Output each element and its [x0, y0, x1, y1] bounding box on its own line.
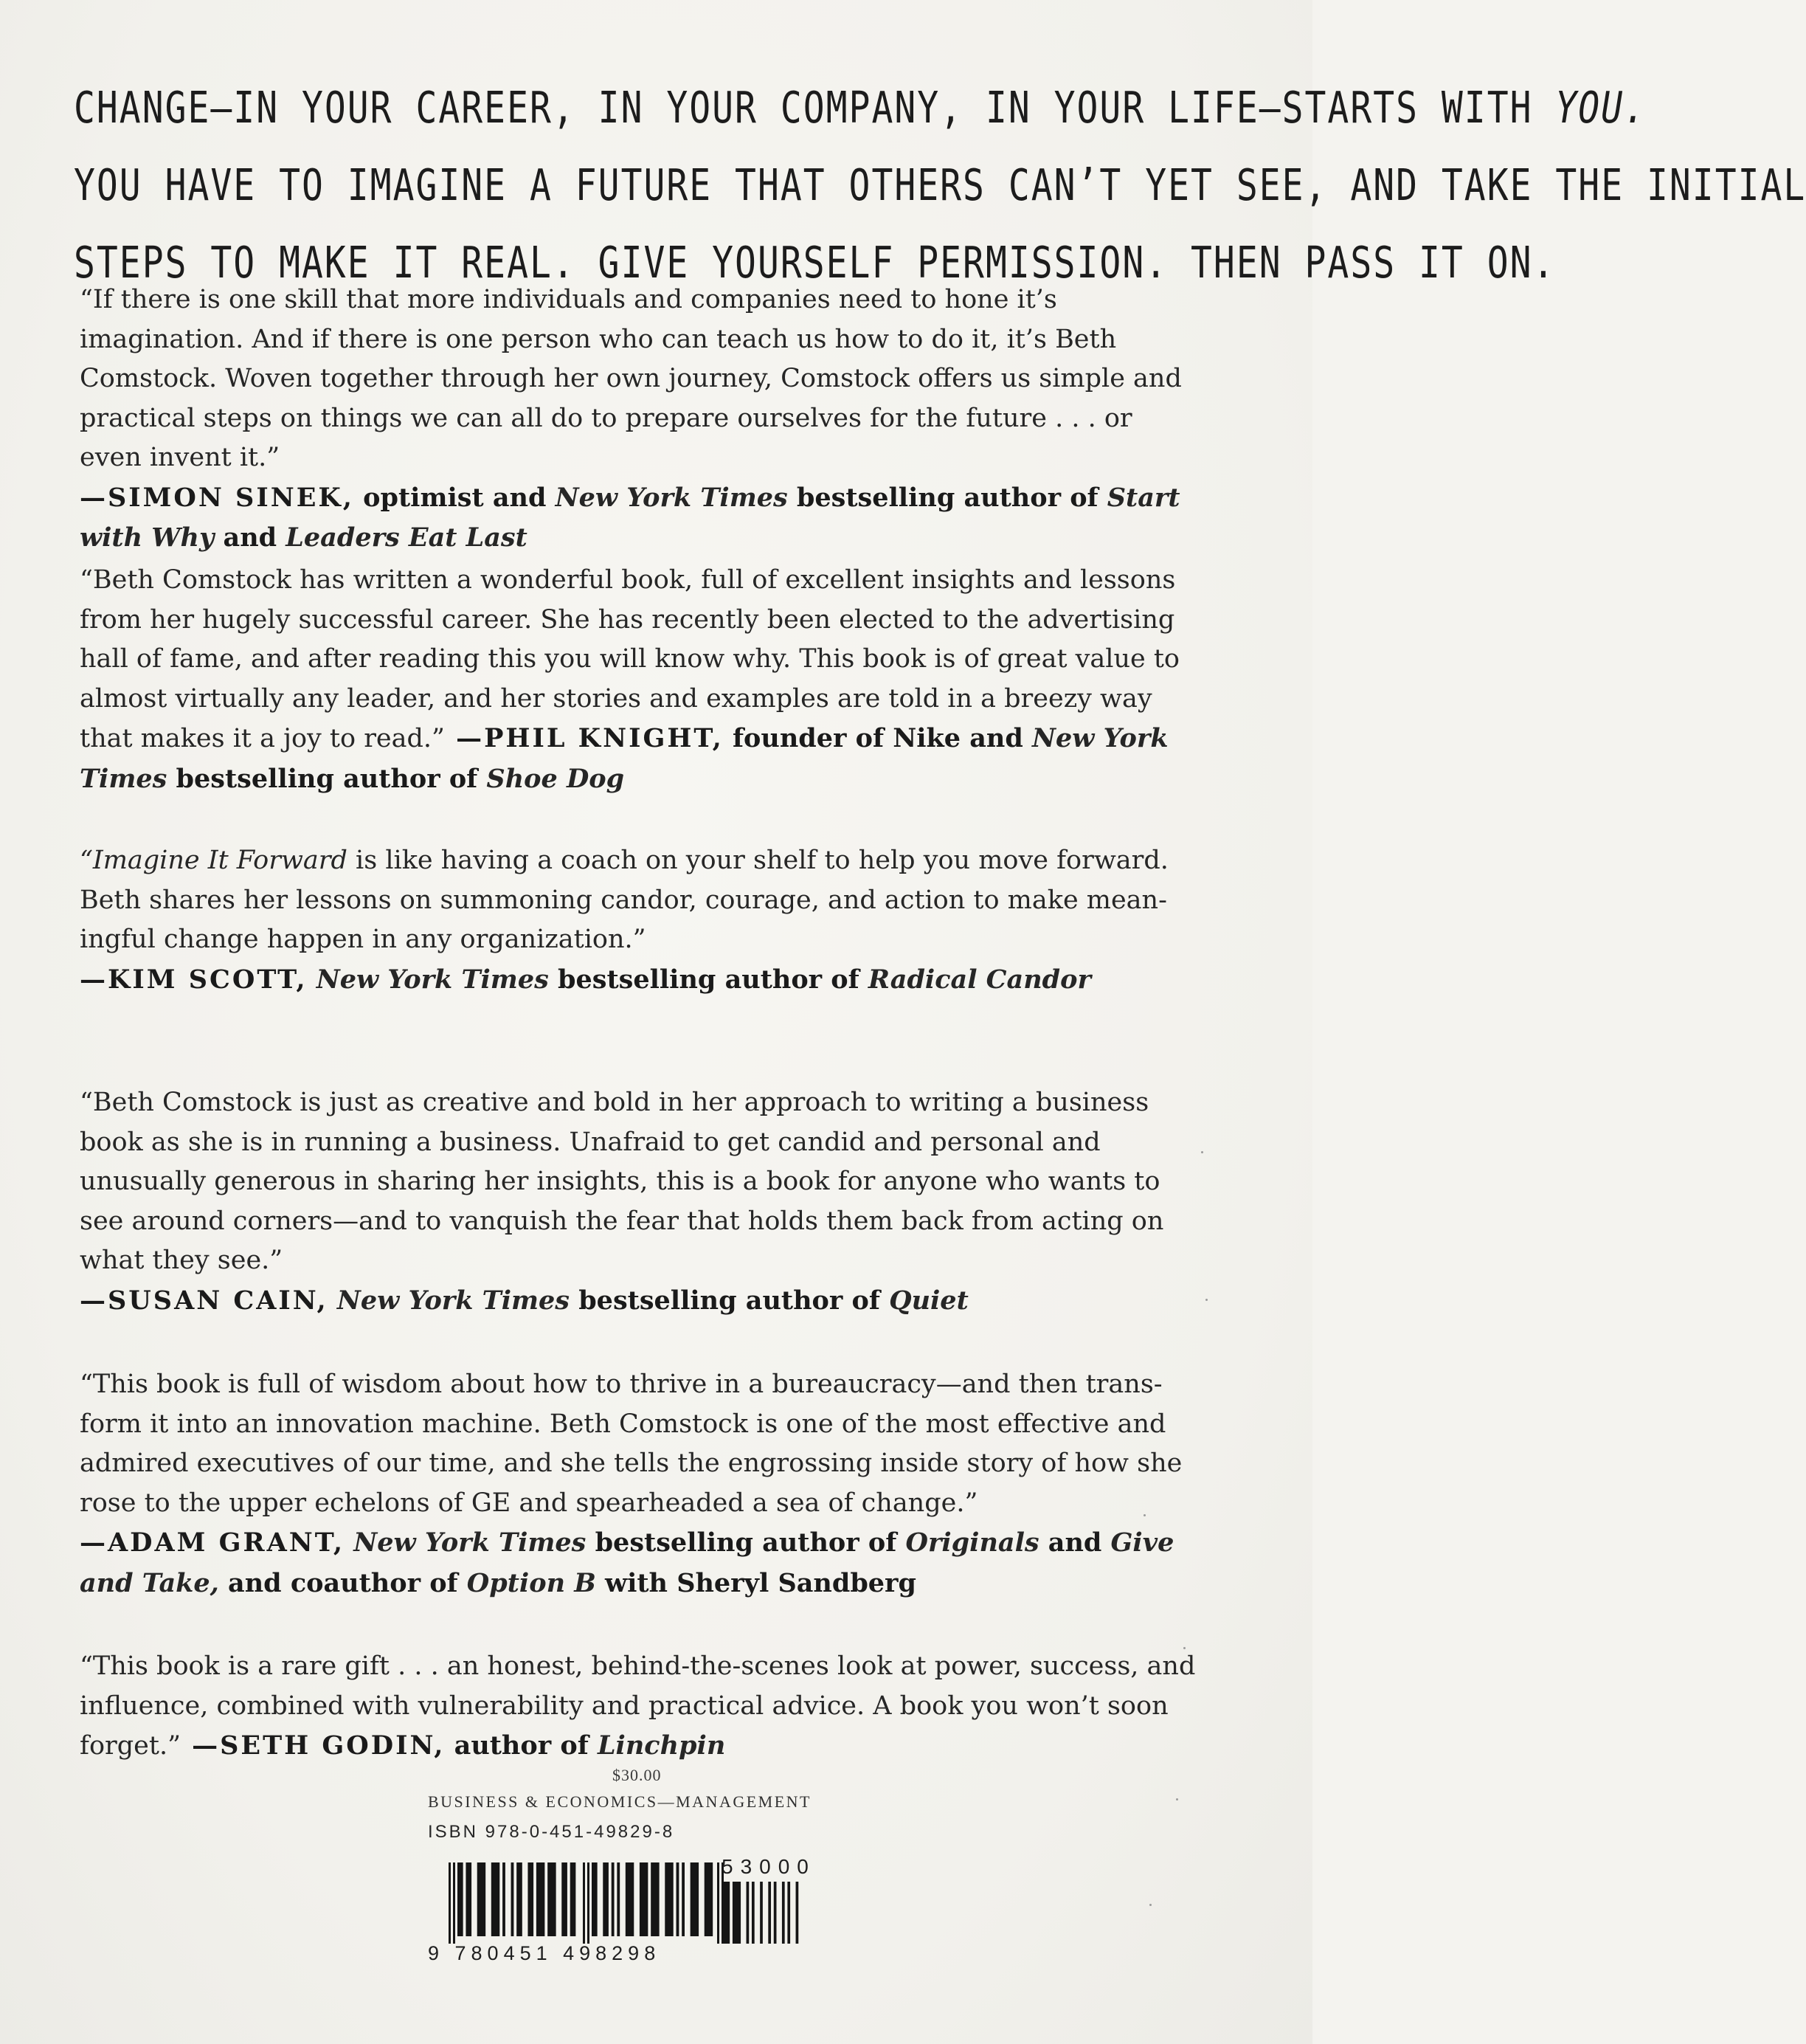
book-title: Radical Candor — [868, 964, 1091, 995]
paper-speck — [1144, 1514, 1146, 1516]
barcode-bar — [705, 1862, 713, 1936]
barcode-bar — [768, 1882, 771, 1944]
barcode-bar — [491, 1862, 499, 1936]
book-title: Leaders Eat Last — [286, 522, 527, 553]
barcode-bar — [561, 1862, 567, 1936]
barcode-bar — [617, 1862, 620, 1936]
publication-name: New York Times — [555, 482, 788, 513]
book-title: Start with Why — [80, 482, 1180, 553]
paper-speck — [1149, 1904, 1152, 1906]
barcode-bar — [682, 1862, 685, 1936]
barcode-bar — [570, 1862, 576, 1936]
publication-name: New York Times — [328, 1285, 570, 1316]
barcode-bar — [511, 1862, 514, 1936]
endorsement-quote: “This book is full of wisdom about how to thrive in a bureaucracy—and then transform it into an innovation machine. Beth Comstock is one of the most effective and admired executives of our time, and she tells the engrossing inside story of how she rose to the upper echelons of GE and spearheaded a sea of change.” — [80, 1370, 1183, 1518]
endorsement-scott: “Imagine It Forward is like having a coach on your shelf to help you move forward. Beth shares her lessons on summoning candor, courage, and action to make meaningful change happen in any organization.” —KIM SCOTT, New York Times bestselling author of Radical Candor — [80, 846, 1169, 995]
barcode-bar — [760, 1882, 763, 1944]
endorsement-cain: “Beth Comstock is just as creative and bold in her approach to writing a business book as she is in running a business. Unafraid to get candid and personal and unusually generous in sharing her insights, this is a book for anyone who wants to see around corners—and to vanquish the fear that holds them back from acting on what they see.” —SUSAN CAIN, New York Times bestselling author of Quiet — [80, 1088, 1164, 1316]
barcode-bar — [640, 1862, 648, 1936]
price: $30.00 — [612, 1766, 662, 1784]
endorsement-grant: “This book is full of wisdom about how to thrive in a bureaucracy—and then transform it into an innovation machine. Beth Comstock is one of the most effective and admired executives of our time, and she tells the engrossing inside story of how she rose to the upper echelons of GE and spearheaded a sea of change.” —ADAM GRANT, New York Times bestselling author of Originals and Give and Take, and coauthor of Option B with Sheryl Sandberg — [80, 1370, 1183, 1598]
headline-line-2: YOU HAVE TO IMAGINE A FUTURE THAT OTHERS CAN’T YET SEE, AND TAKE THE INITIAL — [74, 160, 1806, 211]
barcode-bar — [466, 1862, 471, 1936]
barcode-bar — [747, 1882, 750, 1944]
barcode-bar — [651, 1862, 659, 1936]
barcode-guard-bar — [449, 1862, 451, 1944]
book-title: Option B — [466, 1567, 596, 1598]
paper-speck — [1176, 1798, 1178, 1800]
endorser-name: —SIMON SINEK, — [80, 482, 354, 513]
endorser-name: —ADAM GRANT, — [80, 1527, 345, 1558]
barcode-bar — [782, 1882, 785, 1944]
endorser-name: —PHIL KNIGHT, — [444, 723, 724, 753]
barcode — [428, 1855, 871, 1966]
endorser-attribution: optimist and — [353, 482, 556, 513]
book-title: Originals — [905, 1527, 1039, 1558]
publication-name: New York Times — [345, 1527, 587, 1558]
barcode-bar — [787, 1882, 790, 1944]
barcode-guard-bar — [717, 1862, 719, 1944]
book-title: Shoe Dog — [486, 763, 625, 794]
price-category-block — [428, 1766, 885, 1851]
barcode-guard-bar — [587, 1862, 589, 1944]
book-title: “Imagine It Forward — [80, 846, 347, 875]
barcode-bar — [612, 1862, 615, 1936]
ean-digits: 9 780451 498298 — [428, 1942, 661, 1964]
cover-headline — [74, 69, 1806, 302]
barcode-bar — [752, 1882, 755, 1944]
book-title: Give and Take, — [80, 1527, 1174, 1598]
endorsement-quote: “Beth Comstock has written a wonderful book, full of excellent insights and lessons from her hugely successful career. She has recently been elected to the advertising hall of fame, and after reading this you will know why. This book is of great value to almost virtually any leader, and her stories and examples are told in a breezy way that makes it a joy to read.” — [80, 565, 1180, 753]
barcode-bar — [691, 1862, 699, 1936]
barcode-guard-bar — [453, 1862, 455, 1944]
paper-speck — [1205, 1299, 1208, 1301]
endorsement-godin: “This book is a rare gift . . . an honest, behind-the-scenes look at power, success, and influence, combined with vulnerability and practical advice. A book you won’t soon forget.” —SETH GODIN, author of Linchpin — [80, 1651, 1196, 1761]
endorsement-knight: “Beth Comstock has written a wonderful book, full of excellent insights and lessons from her hugely successful career. She has recently been elected to the advertising hall of fame, and after reading this you will know why. This book is of great value to almost virtually any leader, and her stories and examples are told in a breezy way that makes it a joy to read.” —PHIL KNIGHT, founder of Nike and New York Times bestselling author of Shoe Dog — [80, 565, 1180, 794]
barcode-bar — [527, 1862, 533, 1936]
endorser-name: —SUSAN CAIN, — [80, 1285, 328, 1316]
headline-line-3: STEPS TO MAKE IT REAL. GIVE YOURSELF PERMISSION. THEN PASS IT ON. — [74, 238, 1556, 289]
publication-name: New York Times — [307, 964, 549, 995]
barcode-bar — [502, 1862, 505, 1936]
book-title: Quiet — [889, 1285, 969, 1316]
category: BUSINESS & ECONOMICS—MANAGEMENT — [428, 1792, 812, 1811]
endorsement-quote: “This book is a rare gift . . . an honest, behind-the-scenes look at power, success, and influence, combined with vulnerability and practical advice. A book you won’t soon forget.” — [80, 1651, 1196, 1761]
paper-speck — [1201, 1151, 1203, 1153]
barcode-bar — [774, 1882, 777, 1944]
endorsement-quote: “If there is one skill that more individuals and companies need to hone it’s imagination. And if there is one person who can teach us how to do it, it’s Beth Comstock. Woven together through her own journey, Comstock offers us simple and practical steps on things we can all do to prepare ourselves for the future . . . or even invent it.” — [80, 285, 1182, 472]
headline-emphasis: YOU. — [1555, 83, 1647, 134]
barcode-bar — [547, 1862, 556, 1936]
isbn: ISBN 978-0-451-49829-8 — [428, 1822, 675, 1842]
barcode-bar — [665, 1862, 673, 1936]
barcode-bar — [536, 1862, 544, 1936]
book-title: Linchpin — [597, 1730, 726, 1761]
barcode-bar — [796, 1882, 799, 1944]
barcode-bar — [603, 1862, 609, 1936]
barcode-bar — [477, 1862, 485, 1936]
paper-speck — [1183, 1647, 1186, 1649]
endorser-name: —SETH GODIN, — [180, 1730, 446, 1761]
publication-name: New York Times — [80, 723, 1169, 794]
addon-digits: 53000 — [722, 1855, 816, 1878]
endorser-name: —KIM SCOTT, — [80, 964, 308, 995]
barcode-bar — [626, 1862, 634, 1936]
endorser-attribution: founder of Nike and — [723, 723, 1033, 753]
endorsement-sinek: “If there is one skill that more individuals and companies need to hone it’s imagination. And if there is one person who can teach us how to do it, it’s Beth Comstock. Woven together through her own journey, Comstock offers us simple and practical steps on things we can all do to prepare ourselves for the future . . . or even invent it.” —SIMON SINEK, optimist and New York Times bestselling author of Start with Why and Leaders Eat Last — [80, 285, 1182, 553]
barcode-bar — [516, 1862, 522, 1936]
barcode-bar — [592, 1862, 598, 1936]
barcode-bar — [457, 1862, 463, 1936]
headline-line-1: CHANGE—IN YOUR CAREER, IN YOUR COMPANY, IN YOUR LIFE—STARTS WITH YOU. — [74, 83, 1647, 134]
barcode-bar — [677, 1862, 679, 1936]
barcode-bar — [733, 1882, 741, 1944]
barcode-guard-bar — [583, 1862, 585, 1944]
endorsement-quote: is like having a coach on your shelf to help you move forward. Beth shares her lessons on summoning candor, courage, and action to make meaningful change happen in any organization.” — [80, 846, 1169, 954]
barcode-bar — [722, 1882, 730, 1944]
endorsement-quote: “Beth Comstock is just as creative and bold in her approach to writing a business book as she is in running a business. Unafraid to get candid and personal and unusually generous in sharing her insights, this is a book for anyone who wants to see around corners—and to vanquish the fear that holds them back from acting on what they see.” — [80, 1088, 1164, 1275]
